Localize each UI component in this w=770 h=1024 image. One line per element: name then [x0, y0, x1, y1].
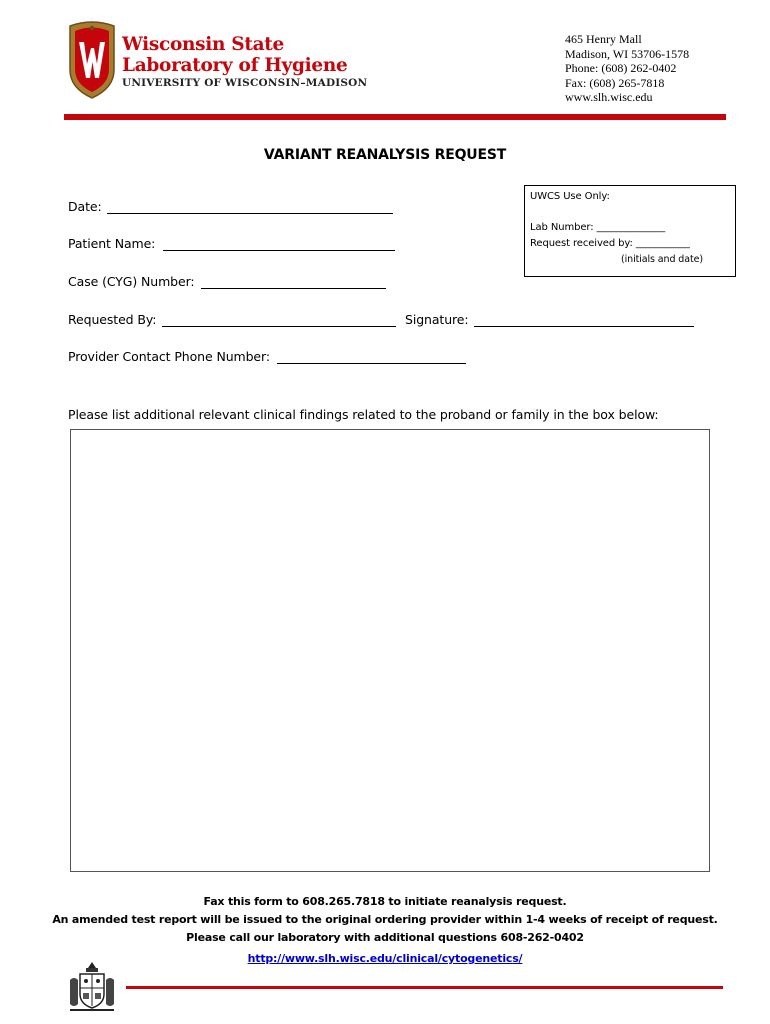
address-website[interactable]: www.slh.wisc.edu	[565, 90, 653, 104]
header-divider	[64, 114, 726, 120]
patient-name-label: Patient Name:	[68, 236, 156, 251]
uwcs-use-only-box	[524, 185, 736, 277]
wisconsin-state-seal-icon	[66, 958, 118, 1014]
uw-crest-icon	[66, 20, 118, 100]
contact-notice: Please call our laboratory with additional questions 608-262-0402	[186, 931, 584, 944]
date-field[interactable]	[107, 213, 393, 214]
fax-instruction: Fax this form to 608.265.7818 to initiate reanalysis request.	[203, 895, 567, 908]
date-label: Date:	[68, 199, 102, 214]
request-received-label: Request received by:	[530, 238, 633, 249]
address-block	[565, 32, 689, 105]
findings-prompt: Please list additional relevant clinical findings related to the proband or family in the box below:	[68, 407, 659, 422]
org-name-line2: Laboratory of Hygiene	[122, 55, 348, 76]
footer-divider	[126, 986, 723, 989]
university-name: UNIVERSITY OF WISCONSIN–MADISON	[122, 77, 368, 89]
case-number-field[interactable]	[201, 288, 386, 289]
patient-name-field[interactable]	[163, 250, 395, 251]
requested-by-label: Requested By:	[68, 312, 157, 327]
requested-by-field[interactable]	[162, 326, 396, 327]
lab-number-label: Lab Number:	[530, 222, 594, 233]
uwcs-title: UWCS Use Only:	[530, 191, 610, 202]
org-name-line1: Wisconsin State	[122, 34, 284, 55]
case-number-label: Case (CYG) Number:	[68, 274, 195, 289]
initials-date-note: (initials and date)	[621, 254, 703, 265]
signature-field[interactable]	[474, 326, 694, 327]
form-title: VARIANT REANALYSIS REQUEST	[263, 147, 507, 163]
request-received-row	[530, 239, 690, 249]
provider-phone-field[interactable]	[277, 363, 466, 364]
address-city: Madison, WI 53706-1578	[565, 46, 690, 61]
lab-number-row	[530, 223, 665, 233]
amended-report-notice: An amended test report will be issued to the original ordering provider within 1-4 weeks of receipt of request.	[52, 913, 718, 926]
address-phone: Phone: (608) 262-0402	[565, 61, 677, 75]
signature-label: Signature:	[405, 312, 469, 327]
clinical-findings-textarea[interactable]	[70, 429, 710, 872]
lab-number-field[interactable]: ______________	[596, 222, 666, 233]
provider-phone-label: Provider Contact Phone Number:	[68, 349, 270, 364]
request-received-field[interactable]: ___________	[635, 238, 690, 249]
address-street: 465 Henry Mall	[565, 32, 642, 46]
cytogenetics-link[interactable]: http://www.slh.wisc.edu/clinical/cytogenetics/	[247, 952, 523, 965]
address-fax: Fax: (608) 265-7818	[565, 75, 665, 90]
